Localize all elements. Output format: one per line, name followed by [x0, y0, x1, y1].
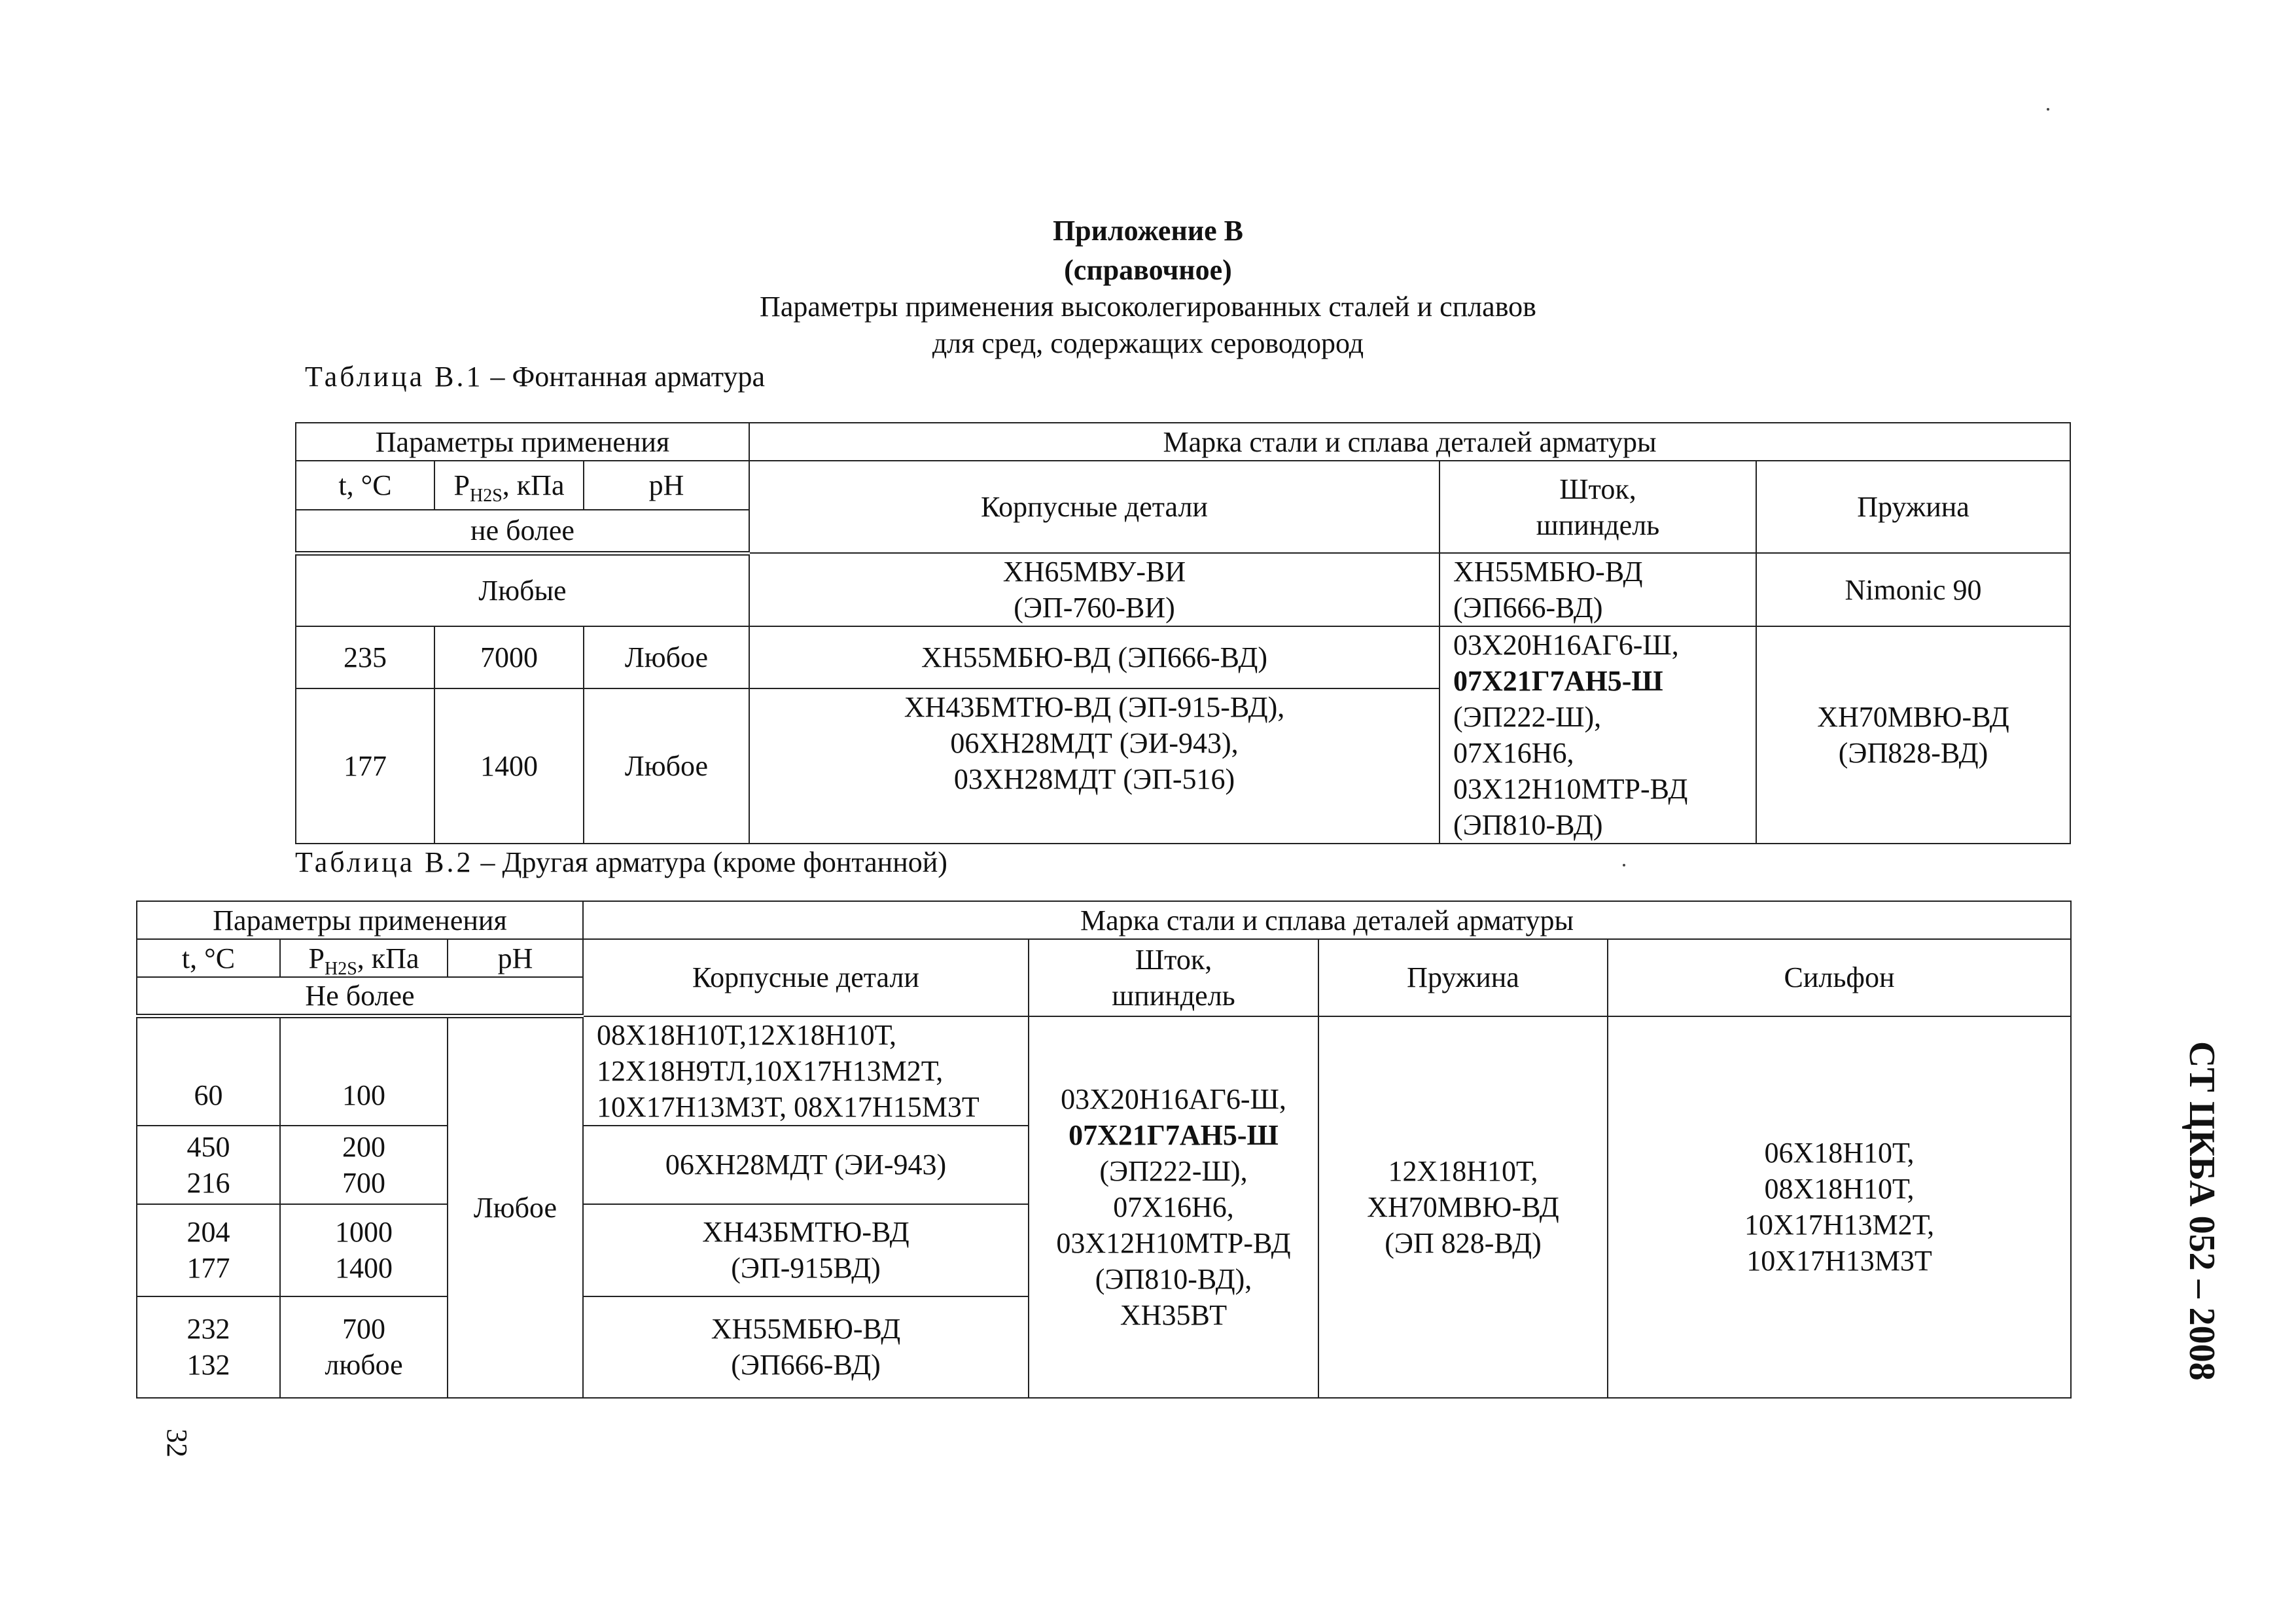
table2-caption-text: – Другая арматура (кроме фонтанной): [480, 846, 947, 878]
table1-cell-stem: [1439, 553, 1756, 626]
table1-caption-label: Таблица В.1: [305, 361, 484, 393]
table2-cell-bellows-group: [1608, 1016, 2071, 1398]
stem-line: (ЭП222-Ш),: [1099, 1154, 1248, 1187]
stem-line: шпиндель: [1536, 508, 1660, 541]
table2-header-stem: [1029, 939, 1318, 1016]
table2-header-spring: Пружина: [1318, 939, 1608, 1016]
table2-caption-label: Таблица В.2: [295, 846, 474, 878]
table2-cell-pressure: 100: [280, 1016, 448, 1126]
table1-cell-spring-group: [1756, 626, 2070, 844]
table1-cell-ph: Любое: [584, 626, 749, 688]
table2-header-params: Параметры применения: [137, 901, 583, 939]
body-line: 10Х17Н13М3Т, 08Х17Н15М3Т: [597, 1090, 980, 1123]
table2-header-temp: t, °C: [137, 939, 280, 977]
pressure-unit: , кПа: [357, 942, 419, 974]
body-line: 03ХН28МДТ (ЭП-516): [953, 762, 1235, 795]
appendix-subtitle-line2: для сред, содержащих сероводород: [932, 327, 1364, 359]
table1-cell-spring: Nimonic 90: [1756, 553, 2070, 626]
stem-line: 03Х12Н10МТР-ВД: [1056, 1226, 1291, 1259]
stem-line: 07Х16Н6,: [1113, 1190, 1234, 1223]
spring-line: ХН70МВЮ-ВД: [1367, 1190, 1559, 1223]
table2-cell-body: [583, 1016, 1029, 1126]
body-line: (ЭП-760-ВИ): [1014, 592, 1175, 624]
pressure-symbol: P: [308, 942, 325, 974]
body-line: ХН65МВУ-ВИ: [1002, 556, 1186, 588]
table2-cell-ph: Любое: [448, 1016, 583, 1398]
table2-cell-pressure: 1000 1400: [280, 1204, 448, 1296]
table1-header-stem: [1439, 461, 1756, 553]
table1-cell-ph: Любое: [584, 688, 749, 844]
table2-cell-temp: 204 177: [137, 1204, 280, 1296]
stem-line: Шток,: [1135, 943, 1212, 976]
table2-cell-body: ХН43БМТЮ-ВД (ЭП-915ВД): [583, 1204, 1029, 1296]
table2-header-bellows: Сильфон: [1608, 939, 2071, 1016]
table1-cell-pressure: 7000: [434, 626, 584, 688]
pressure-subscript: H2S: [325, 958, 357, 977]
table1-cell-temp: 177: [296, 688, 434, 844]
table1-cell-stem-group: [1439, 626, 1756, 844]
table2-cell-stem-group: [1029, 1016, 1318, 1398]
stem-line: шпиндель: [1112, 979, 1235, 1012]
pressure-subscript: H2S: [470, 485, 503, 506]
body-line: 12Х18Н9ТЛ,10Х17Н13М2Т,: [597, 1054, 944, 1087]
scan-speck: [1623, 864, 1625, 866]
appendix-subtitle-line1: Параметры применения высоколегированных сталей и сплавов: [760, 291, 1536, 323]
stem-line: ХН55МБЮ-ВД: [1453, 556, 1643, 588]
body-line: 08Х18Н10Т,12Х18Н10Т,: [597, 1018, 897, 1051]
stem-line: ХН35ВТ: [1120, 1298, 1227, 1331]
body-line: ХН43БМТЮ-ВД (ЭП-915-ВД),: [904, 690, 1285, 723]
stem-line: 03Х20Н16АГ6-Ш,: [1453, 629, 1679, 661]
table2-cell-temp: 232 132: [137, 1296, 280, 1398]
spring-line: (ЭП828-ВД): [1838, 737, 1988, 769]
table2-cell-spring-group: [1318, 1016, 1608, 1398]
table2-cell-pressure: 700 любое: [280, 1296, 448, 1398]
body-line: 06ХН28МДТ (ЭИ-943),: [950, 726, 1239, 759]
spring-line: 12Х18Н10Т,: [1388, 1154, 1538, 1187]
table2-caption: [295, 844, 947, 881]
bellows-line: 08Х18Н10Т,: [1764, 1173, 1915, 1205]
stem-line: (ЭП222-Ш),: [1453, 701, 1602, 733]
table1-header-max: не более: [296, 510, 749, 553]
table2-header-body: Корпусные детали: [583, 939, 1029, 1016]
table2: [136, 901, 2072, 1399]
pressure-symbol: P: [453, 469, 470, 501]
table2-cell-body: ХН55МБЮ-ВД (ЭП666-ВД): [583, 1296, 1029, 1398]
table1-caption: [305, 359, 765, 395]
stem-line: 03Х12Н10МТР-ВД: [1453, 773, 1688, 805]
table1-header-pressure: [434, 461, 584, 510]
spring-line: (ЭП 828-ВД): [1385, 1226, 1542, 1259]
stem-line: 07Х21Г7АН5-Ш: [1453, 665, 1663, 697]
scan-speck: [2047, 108, 2049, 111]
stem-line: 07Х16Н6,: [1453, 737, 1574, 769]
table1: [295, 422, 2071, 844]
table1-header-params: Параметры применения: [296, 423, 749, 461]
table2-header-pressure: [280, 939, 448, 977]
table2-header-max: Не более: [137, 977, 583, 1016]
stem-line: Шток,: [1559, 473, 1636, 505]
pressure-unit: , кПа: [502, 469, 565, 501]
table2-header-ph: pH: [448, 939, 583, 977]
table1-cell-pressure: 1400: [434, 688, 584, 844]
table1-header-body: Корпусные детали: [749, 461, 1439, 553]
stem-line: (ЭП810-ВД): [1453, 809, 1603, 841]
table2-cell-temp: 60: [137, 1016, 280, 1126]
table1-caption-text: – Фонтанная арматура: [490, 361, 765, 393]
spring-line: ХН70МВЮ-ВД: [1817, 701, 2009, 733]
standard-id: СТ ЦКБА 052 – 2008: [2181, 1041, 2222, 1381]
table1-cell-body: [749, 688, 1439, 844]
table1-header-spring: Пружина: [1756, 461, 2070, 553]
stem-line: 03Х20Н16АГ6-Ш,: [1061, 1082, 1286, 1115]
table1-cell-body: [749, 553, 1439, 626]
appendix-kind: (справочное): [1064, 254, 1232, 286]
table2-cell-temp: 450 216: [137, 1126, 280, 1204]
table2-cell-pressure: 200 700: [280, 1126, 448, 1204]
page-number: 32: [161, 1429, 193, 1457]
bellows-line: 10Х17Н13М2Т,: [1744, 1209, 1935, 1241]
table1-header-ph: pH: [584, 461, 749, 510]
appendix-title: Приложение В: [1052, 215, 1244, 247]
table2-header-grade: Марка стали и сплава деталей арматуры: [583, 901, 2071, 939]
stem-line: (ЭП666-ВД): [1453, 592, 1603, 624]
bellows-line: 10Х17Н13М3Т: [1746, 1245, 1932, 1277]
table1-header-grade: Марка стали и сплава деталей арматуры: [749, 423, 2070, 461]
table2-cell-body: 06ХН28МДТ (ЭИ-943): [583, 1126, 1029, 1204]
bellows-line: 06Х18Н10Т,: [1764, 1137, 1915, 1169]
table1-cell-any: Любые: [296, 553, 749, 626]
stem-line: (ЭП810-ВД),: [1095, 1262, 1252, 1295]
table1-cell-temp: 235: [296, 626, 434, 688]
table1-cell-body: ХН55МБЮ-ВД (ЭП666-ВД): [749, 626, 1439, 688]
table1-header-temp: t, °C: [296, 461, 434, 510]
stem-line: 07Х21Г7АН5-Ш: [1069, 1118, 1279, 1151]
